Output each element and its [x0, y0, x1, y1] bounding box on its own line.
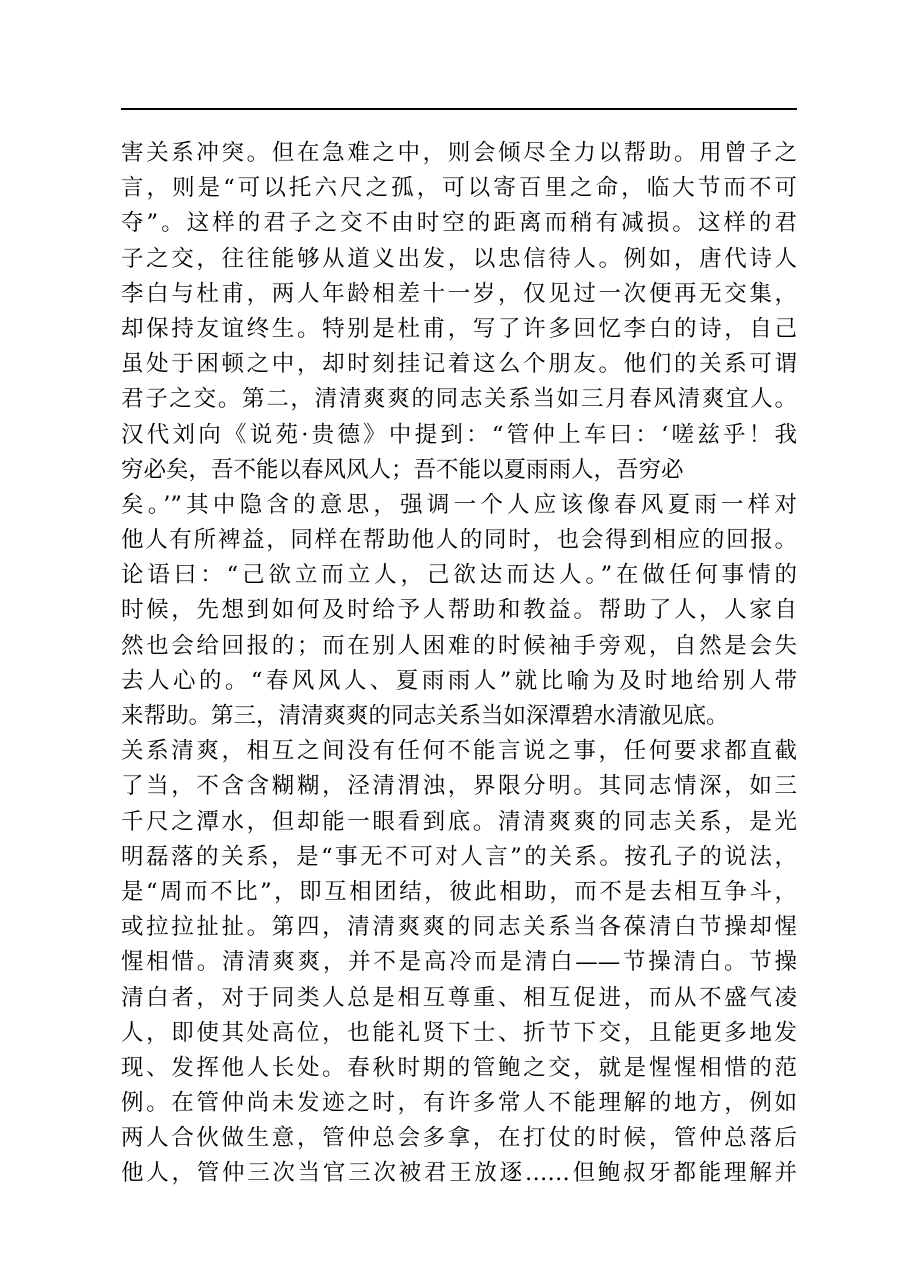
text-line: 惺相惜。清清爽爽，并不是高冷而是清白——节操清白。节操 [121, 949, 797, 976]
text-line: 两人合伙做生意，管仲总会多拿，在打仗的时候，管仲总落后 [121, 1125, 797, 1152]
header-rule [121, 108, 797, 110]
text-line: 害关系冲突。但在急难之中，则会倾尽全力以帮助。用曾子之 [121, 140, 797, 166]
text-line: 千尺之潭水，但却能一眼看到底。清清爽爽的同志关系，是光 [121, 808, 797, 835]
text-line: 来帮助。第三，清清爽爽的同志关系当如深潭碧水清澈见底。 [121, 703, 729, 729]
text-line: 言，则是“可以托六尺之孤，可以寄百里之命，临大节而不可 [121, 175, 797, 202]
text-line: 却保持友谊终生。特别是杜甫，写了许多回忆李白的诗，自己 [121, 315, 797, 342]
text-line: 汉代刘向《说苑·贵德》中提到：“管仲上车曰：‘嗟兹乎！我 [121, 421, 797, 448]
text-line: 论语曰：“己欲立而立人，己欲达而达人。”在做任何事情的 [121, 562, 797, 589]
text-line: 例。在管仲尚未发迹之时，有许多常人不能理解的地方，例如 [121, 1090, 797, 1117]
text-line: 现、发挥他人长处。春秋时期的管鲍之交，就是惺惺相惜的范 [121, 1054, 797, 1081]
text-line: 了当，不含含糊糊，泾清渭浊，界限分明。其同志情深，如三 [121, 773, 797, 800]
text-line: 是“周而不比”，即互相团结，彼此相助，而不是去相互争斗， [121, 878, 797, 905]
text-line: 他人，管仲三次当官三次被君王放逐……但鲍叔牙都能理解并 [121, 1160, 797, 1187]
body-text [121, 136, 797, 1192]
text-line: 关系清爽，相互之间没有任何不能言说之事，任何要求都直截 [121, 738, 797, 765]
text-line: 人，即使其处高位，也能礼贤下士、折节下交，且能更多地发 [121, 1019, 797, 1046]
text-line: 去人心的。“春风风人、夏雨雨人”就比喻为及时地给别人带 [121, 667, 797, 694]
text-line: 时候，先想到如何及时给予人帮助和教益。帮助了人，人家自 [121, 597, 797, 624]
text-line: 明磊落的关系，是“事无不可对人言”的关系。按孔子的说法， [121, 843, 797, 870]
text-line: 然也会给回报的；而在别人困难的时候袖手旁观，自然是会失 [121, 632, 797, 659]
text-line: 他人有所裨益，同样在帮助他人的同时，也会得到相应的回报。 [121, 527, 797, 554]
text-line: 清白者，对于同类人总是相互尊重、相互促进，而从不盛气凌 [121, 984, 797, 1011]
text-line: 子之交，往往能够从道义出发，以忠信待人。例如，唐代诗人 [121, 245, 797, 272]
text-line: 君子之交。第二，清清爽爽的同志关系当如三月春风清爽宜人。 [121, 386, 797, 413]
text-line: 或拉拉扯扯。第四，清清爽爽的同志关系当各葆清白节操却惺 [121, 914, 797, 941]
text-line: 虽处于困顿之中，却时刻挂记着这么个朋友。他们的关系可谓 [121, 351, 797, 378]
text-line: 穷必矣，吾不能以春风风人；吾不能以夏雨雨人，吾穷必 [121, 456, 684, 483]
text-line: 矣。’”其中隐含的意思，强调一个人应该像春风夏雨一样对 [121, 491, 797, 518]
text-line: 夺”。这样的君子之交不由时空的距离而稍有减损。这样的君 [121, 210, 797, 237]
text-line: 李白与杜甫，两人年龄相差十一岁，仅见过一次便再无交集， [121, 280, 797, 307]
